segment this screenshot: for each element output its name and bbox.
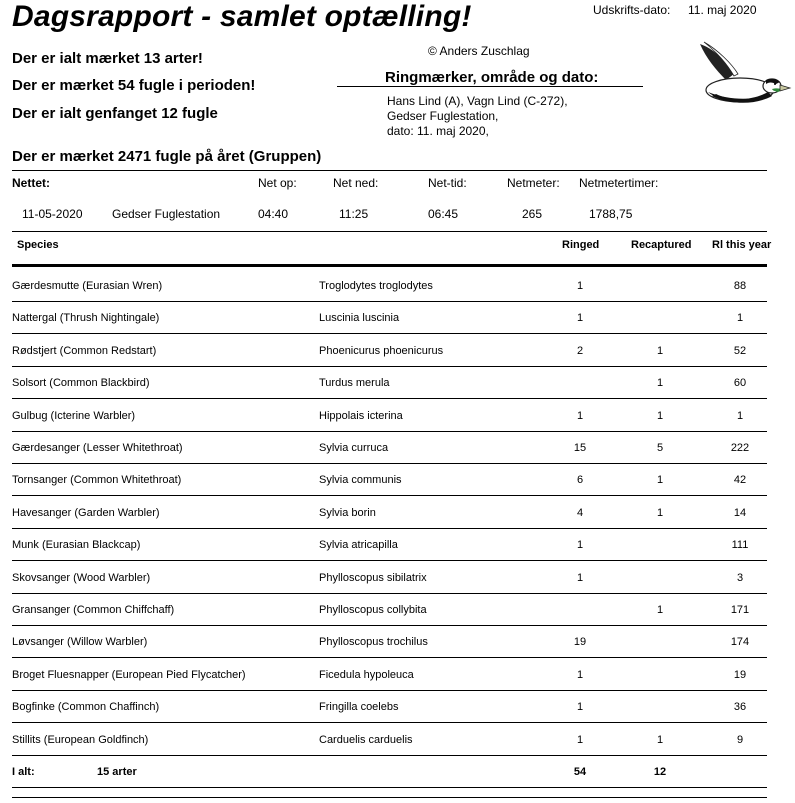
- scientific-name: Phylloscopus collybita: [319, 604, 427, 616]
- total-label: I alt:: [12, 766, 35, 778]
- table-row: [12, 724, 767, 756]
- ringed-count: 15: [573, 442, 587, 454]
- species-name: Munk (Eurasian Blackcap): [12, 539, 141, 552]
- table-row: [12, 400, 767, 432]
- ringed-count: 1: [576, 409, 584, 422]
- ringed-count: 1: [576, 280, 584, 292]
- table-row: [12, 626, 767, 658]
- species-name: Gærdesmutte (Eurasian Wren): [12, 280, 163, 292]
- recaptured-count: 1: [656, 409, 664, 422]
- divider-top: [12, 170, 767, 171]
- print-date-label: Udskrifts-dato:: [593, 3, 671, 17]
- ringer-line-1: Hans Lind (A), Vagn Lind (C-272),: [387, 94, 568, 108]
- summary-recaptured: Der er ialt genfanget 12 fugle: [12, 105, 218, 122]
- ringer-underline: [337, 86, 643, 87]
- table-row: [12, 497, 767, 529]
- year-count: 60: [733, 377, 747, 390]
- scientific-name: Ficedula hypoleuca: [319, 668, 414, 681]
- ringer-line-2: Gedser Fuglestation,: [387, 109, 499, 123]
- scientific-name: Troglodytes troglodytes: [319, 280, 433, 292]
- year-count: 52: [733, 344, 747, 357]
- species-name: Skovsanger (Wood Warbler): [12, 571, 151, 584]
- table-row: [12, 367, 767, 399]
- scientific-name: Phylloscopus trochilus: [319, 636, 428, 649]
- year-total-text: Der er mærket 2471 fugle på året (Gruppen): [12, 148, 322, 165]
- ringed-count: 1: [576, 733, 584, 746]
- net-label-op: Net op:: [258, 176, 297, 190]
- year-count: 111: [731, 539, 749, 552]
- divider-total-1: [12, 787, 767, 788]
- recaptured-count: 1: [656, 344, 664, 357]
- scientific-name: Phylloscopus sibilatrix: [319, 571, 427, 584]
- copyright-text: © Anders Zuschlag: [428, 44, 530, 58]
- table-row: [12, 432, 767, 464]
- ringed-count: 19: [573, 636, 587, 649]
- scientific-name: Phoenicurus phoenicurus: [319, 344, 444, 357]
- scientific-name: Hippolais icterina: [319, 409, 403, 422]
- ringed-count: 4: [576, 506, 584, 519]
- row-divider: [12, 755, 767, 756]
- scientific-name: Fringilla coelebs: [319, 701, 399, 714]
- divider-net: [12, 231, 767, 232]
- net-label-ned: Net ned:: [333, 176, 379, 190]
- species-name: Gulbug (Icterine Warbler): [12, 409, 136, 422]
- net-label-netmetertimer: Netmetertimer:: [579, 176, 659, 190]
- recaptured-count: 1: [656, 506, 664, 519]
- header-ringed: Ringed: [562, 239, 600, 251]
- header-recaptured: Recaptured: [631, 239, 692, 251]
- table-row: [12, 659, 767, 691]
- scientific-name: Sylvia atricapilla: [319, 539, 398, 552]
- year-count: 88: [733, 280, 747, 292]
- table-row: [12, 464, 767, 496]
- table-row: [12, 691, 767, 723]
- divider-table-header: [12, 264, 767, 267]
- net-tid-value: 06:45: [428, 207, 459, 221]
- year-count: 19: [733, 668, 747, 681]
- year-count: 1: [736, 312, 744, 325]
- summary-species: Der er ialt mærket 13 arter!: [12, 50, 203, 67]
- ringed-count: 1: [576, 668, 584, 681]
- species-name: Gærdesanger (Lesser Whitethroat): [12, 442, 183, 454]
- species-name: Stillits (European Goldfinch): [12, 733, 149, 746]
- total-species: 15 arter: [97, 766, 137, 778]
- species-name: Nattergal (Thrush Nightingale): [12, 312, 160, 325]
- table-row: [12, 562, 767, 594]
- year-count: 171: [730, 604, 750, 616]
- table-row: [12, 302, 767, 334]
- scientific-name: Luscinia luscinia: [319, 312, 400, 325]
- scientific-name: Turdus merula: [319, 377, 390, 390]
- year-count: 174: [730, 636, 750, 649]
- species-name: Rødstjert (Common Redstart): [12, 344, 157, 357]
- net-label-nettet: Nettet:: [12, 176, 50, 190]
- table-row: [12, 594, 767, 626]
- recaptured-count: 5: [656, 442, 664, 454]
- species-name: Broget Fluesnapper (European Pied Flycatcher): [12, 668, 246, 681]
- species-name: Bogfinke (Common Chaffinch): [12, 701, 160, 714]
- recaptured-count: 1: [656, 377, 664, 390]
- total-ringed: 54: [573, 766, 587, 778]
- net-date: 11-05-2020: [22, 207, 83, 221]
- scientific-name: Sylvia borin: [319, 506, 376, 519]
- eider-duck-icon: [692, 40, 792, 110]
- header-year: Rl this year: [712, 239, 772, 251]
- net-ned-value: 11:25: [339, 207, 369, 221]
- report-title: Dagsrapport - samlet optælling!: [12, 0, 472, 33]
- species-name: Solsort (Common Blackbird): [12, 377, 150, 390]
- year-count: 9: [736, 733, 744, 746]
- scientific-name: Carduelis carduelis: [319, 733, 413, 746]
- scientific-name: Sylvia curruca: [319, 442, 389, 454]
- year-count: 1: [736, 409, 744, 422]
- net-op-value: 04:40: [258, 207, 289, 221]
- recaptured-count: 1: [656, 733, 664, 746]
- year-count: 14: [733, 506, 747, 519]
- net-label-netmeter: Netmeter:: [507, 176, 560, 190]
- ringer-title: Ringmærker, område og dato:: [385, 69, 599, 86]
- netmeter-value: 265: [522, 207, 543, 221]
- netmetertimer-value: 1788,75: [589, 207, 633, 221]
- year-count: 3: [736, 571, 744, 584]
- table-row: [12, 270, 767, 302]
- table-row: [12, 529, 767, 561]
- total-recaptured: 12: [653, 766, 667, 778]
- ringed-count: 1: [576, 571, 584, 584]
- header-species: Species: [17, 239, 59, 251]
- species-name: Løvsanger (Willow Warbler): [12, 636, 148, 649]
- divider-total-2: [12, 797, 767, 798]
- year-count: 222: [730, 442, 750, 454]
- recaptured-count: 1: [656, 474, 664, 487]
- ringed-count: 6: [576, 474, 584, 487]
- summary-ringed: Der er mærket 54 fugle i perioden!: [12, 77, 256, 94]
- species-name: Havesanger (Garden Warbler): [12, 506, 160, 519]
- scientific-name: Sylvia communis: [319, 474, 402, 487]
- ringed-count: 2: [576, 344, 584, 357]
- recaptured-count: 1: [656, 604, 664, 616]
- net-site: Gedser Fuglestation: [112, 207, 221, 221]
- ringed-count: 1: [576, 539, 584, 552]
- ringed-count: 1: [576, 701, 584, 714]
- ringed-count: 1: [576, 312, 584, 325]
- table-row: [12, 335, 767, 367]
- print-date-value: 11. maj 2020: [688, 3, 757, 17]
- year-count: 36: [733, 701, 747, 714]
- species-name: Tornsanger (Common Whitethroat): [12, 474, 182, 487]
- net-label-tid: Net-tid:: [428, 176, 467, 190]
- ringer-line-3: dato: 11. maj 2020,: [387, 124, 489, 138]
- year-count: 42: [733, 474, 747, 487]
- species-name: Gransanger (Common Chiffchaff): [12, 604, 175, 616]
